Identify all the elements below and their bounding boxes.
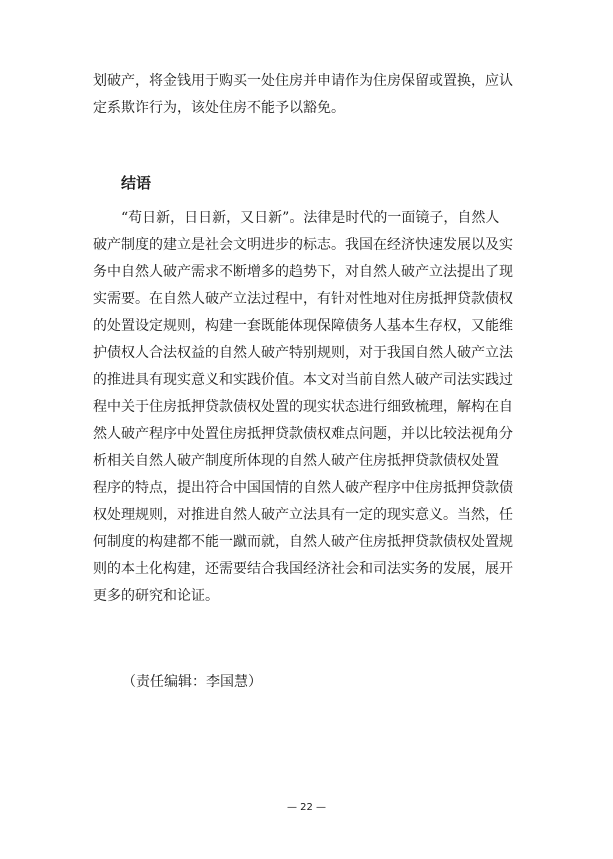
page-number: — 22 — (286, 802, 327, 813)
paragraph-line: 定系欺诈行为，该处住房不能予以豁免。 (93, 100, 345, 116)
editor-note: （责任编辑：李国慧） (122, 674, 262, 690)
paragraph-line: 护债权人合法权益的自然人破产特别规则，对于我国自然人破产立法 (93, 345, 513, 361)
paragraph-line: “苟日新，日日新，又日新”。法律是时代的一面镜子，自然人 (121, 210, 500, 226)
paragraph-line: 何制度的构建都不能一蹴而就，自然人破产住房抵押贷款债权处置规 (93, 534, 513, 550)
paragraph-line: 则的本土化构建，还需要结合我国经济社会和司法实务的发展，展开 (93, 561, 513, 577)
conclusion-paragraph (93, 205, 523, 610)
paragraph-line: 务中自然人破产需求不断增多的趋势下，对自然人破产立法提出了现 (93, 264, 513, 280)
paragraph-line: 程序的特点，提出符合中国国情的自然人破产程序中住房抵押贷款债 (93, 480, 513, 496)
paragraph-line: 破产制度的建立是社会文明进步的标志。我国在经济快速发展以及实 (93, 237, 513, 253)
paragraph-line: 实需要。在自然人破产立法过程中，有针对性地对住房抵押贷款债权 (93, 291, 513, 307)
paragraph-line: 的推进具有现实意义和实践价值。本文对当前自然人破产司法实践过 (93, 372, 513, 388)
paragraph-line: 然人破产程序中处置住房抵押贷款债权难点问题，并以比较法视角分 (93, 426, 513, 442)
paragraph-line: 的处置设定规则，构建一套既能体现保障债务人基本生存权，又能维 (93, 318, 513, 334)
paragraph-line: 更多的研究和论证。 (93, 588, 219, 604)
paragraph-line: 析相关自然人破产制度所体现的自然人破产住房抵押贷款债权处置 (93, 453, 499, 469)
section-heading: 结语 (121, 174, 152, 192)
paragraph-line: 程中关于住房抵押贷款债权处置的现实状态进行细致梳理，解构在自 (93, 399, 513, 415)
top-paragraph (93, 68, 523, 122)
paragraph-line: 权处理规则，对推进自然人破产立法具有一定的现实意义。当然，任 (93, 507, 513, 523)
paragraph-line: 划破产，将金钱用于购买一处住房并申请作为住房保留或置换，应认 (93, 73, 513, 89)
